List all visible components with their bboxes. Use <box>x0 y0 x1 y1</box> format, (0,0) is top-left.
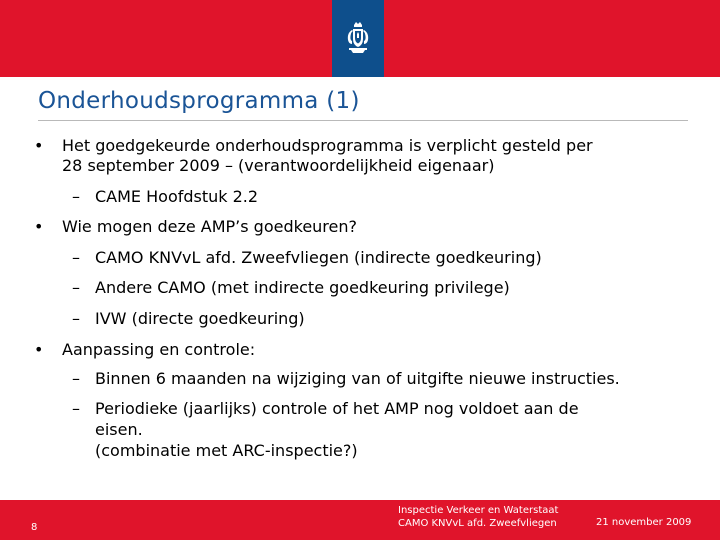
sub-bullet-marker: – <box>72 248 80 267</box>
sub-bullet-marker: – <box>72 278 80 297</box>
footer-org-line: CAMO KNVvL afd. Zweefvliegen <box>398 518 557 529</box>
footer-organization <box>398 504 558 530</box>
sub-bullet-text: (combinatie met ARC-inspectie?) <box>95 441 358 460</box>
sub-bullet-text: eisen. <box>95 420 143 439</box>
sub-bullet-marker: – <box>72 187 80 206</box>
footer-org-line: Inspectie Verkeer en Waterstaat <box>398 505 559 516</box>
bullet-text: 28 september 2009 – (verantwoordelijkheid eigenaar) <box>62 156 495 175</box>
footer-date: 21 november 2009 <box>596 517 692 528</box>
footer-band <box>0 500 720 540</box>
sub-bullet-marker: – <box>72 309 80 328</box>
sub-bullet-text: CAME Hoofdstuk 2.2 <box>95 187 259 206</box>
sub-bullet-text: CAMO KNVvL afd. Zweefvliegen (indirecte goedkeuring) <box>95 248 542 267</box>
bullet-marker: • <box>34 340 44 359</box>
page-number: 8 <box>31 522 38 533</box>
sub-bullet-marker: – <box>72 399 80 418</box>
sub-bullet-text: Periodieke (jaarlijks) controle of het AMP nog voldoet aan de <box>95 399 579 418</box>
slide-title: Onderhoudsprogramma (1) <box>38 88 360 114</box>
sub-bullet-text: IVW (directe goedkeuring) <box>95 309 305 328</box>
bullet-text: Het goedgekeurde onderhoudsprogramma is verplicht gesteld per <box>62 136 593 155</box>
bullet-text: Wie mogen deze AMP’s goedkeuren? <box>62 217 358 236</box>
bullet-marker: • <box>34 136 44 155</box>
bullet-marker: • <box>34 217 44 236</box>
sub-bullet-marker: – <box>72 369 80 388</box>
sub-bullet-text: Andere CAMO (met indirecte goedkeuring privilege) <box>95 278 510 297</box>
bullet-text: Aanpassing en controle: <box>62 340 256 359</box>
sub-bullet-text: Binnen 6 maanden na wijziging van of uitgifte nieuwe instructies. <box>95 369 620 388</box>
